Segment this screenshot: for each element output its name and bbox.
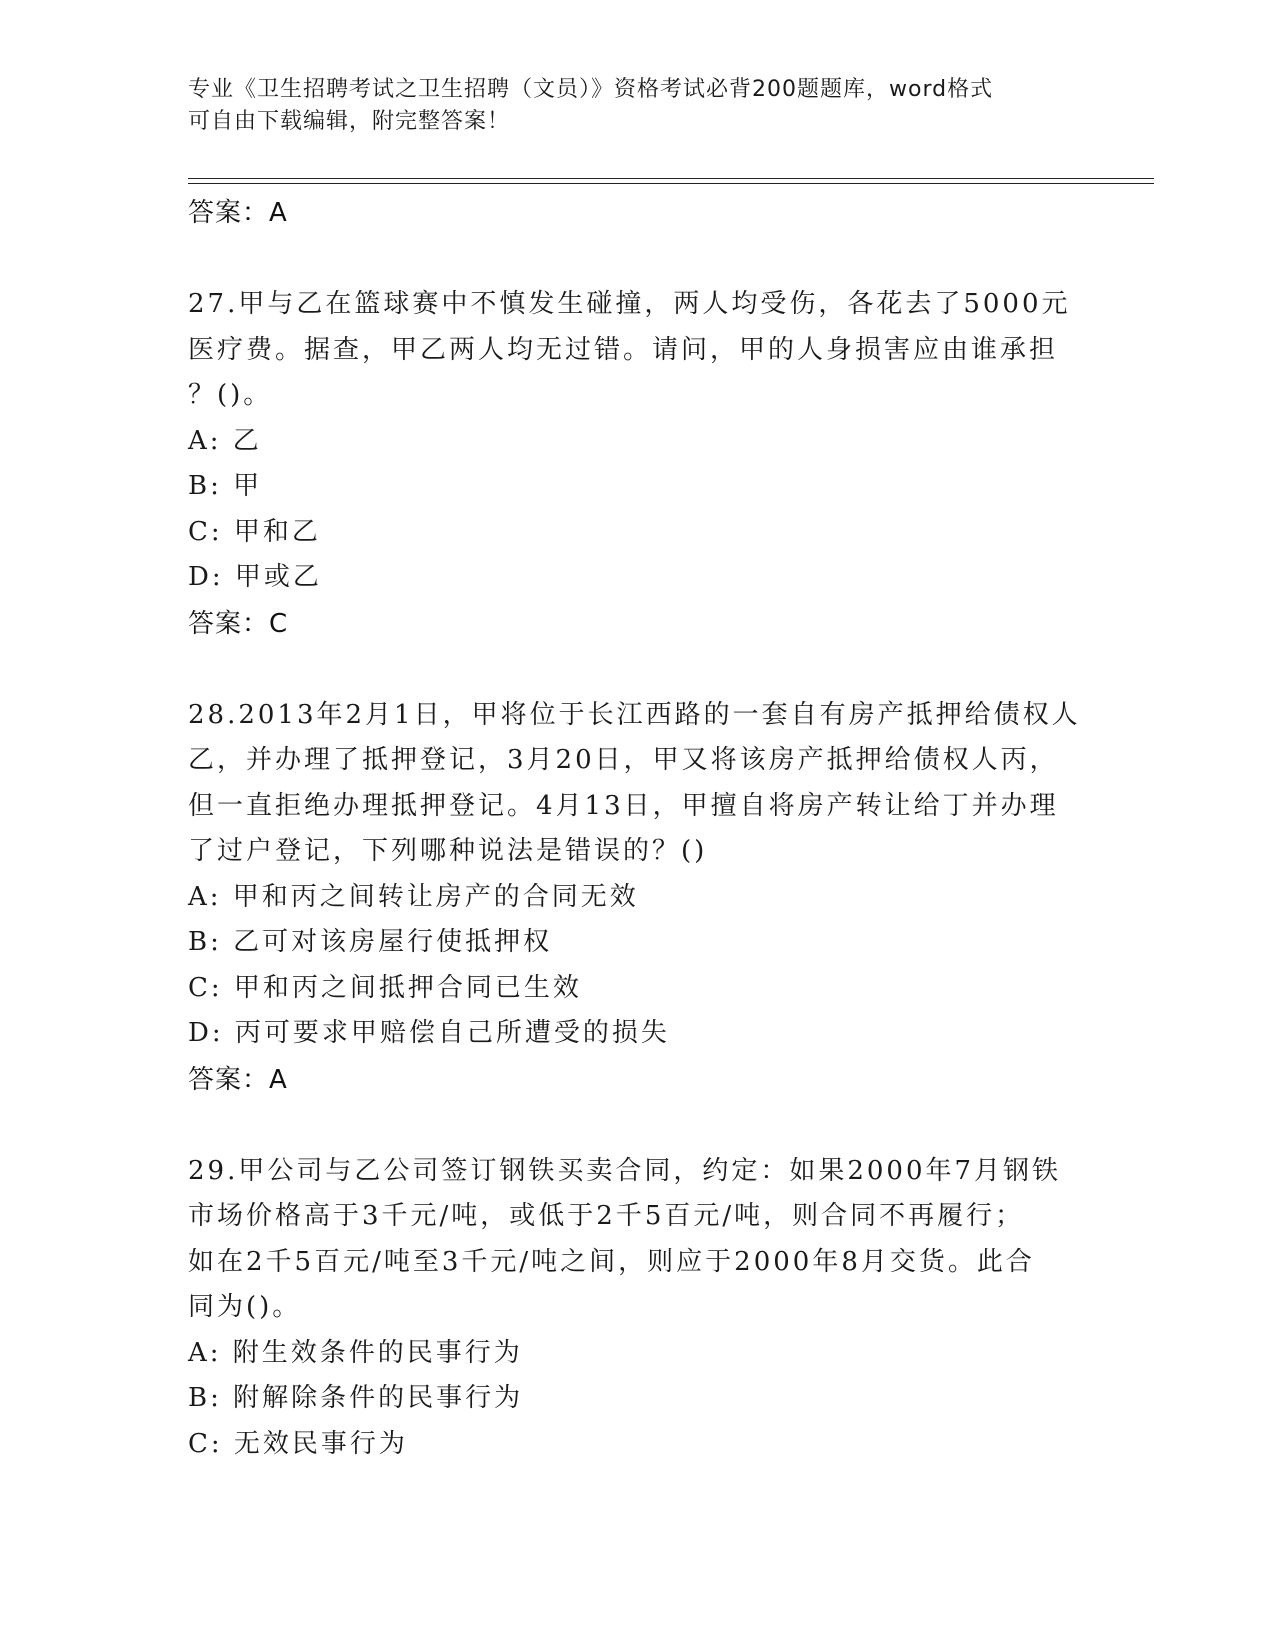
option-a: A: 附生效条件的民事行为	[188, 1337, 523, 1368]
question-stem-line: 如在2千5百元/吨至3千元/吨之间，则应于2000年8月交货。此合	[188, 1246, 1035, 1277]
question-27	[188, 282, 1088, 647]
option-d: D: 丙可要求甲赔偿自己所遭受的损失	[188, 1018, 670, 1048]
header-line-1: 专业《卫生招聘考试之卫生招聘（文员）》资格考试必背200题题库，word格式	[188, 77, 994, 102]
option-b: B: 附解除条件的民事行为	[188, 1383, 524, 1413]
question-stem-line: ？()。	[188, 380, 273, 410]
question-28	[188, 693, 1088, 1103]
question-stem-line: 医疗费。据查，甲乙两人均无过错。请问，甲的人身损害应由谁承担	[188, 334, 1059, 365]
answer-line: 答案：A	[188, 198, 288, 228]
option-b: B: 甲	[188, 471, 263, 501]
answer-line: 答案：C	[188, 608, 289, 639]
option-b: B: 乙可对该房屋行使抵押权	[188, 927, 553, 957]
option-a: A: 甲和丙之间转让房产的合同无效	[188, 881, 639, 912]
question-stem-line: 但一直拒绝办理抵押登记。4月13日，甲擅自将房产转让给丁并办理	[188, 790, 1059, 821]
header-line-2: 可自由下载编辑，附完整答案！	[188, 109, 511, 134]
question-stem-line: 乙，并办理了抵押登记，3月20日，甲又将该房产抵押给债权人丙，	[188, 745, 1059, 775]
header-double-rule	[188, 178, 1154, 184]
question-29	[188, 1149, 1088, 1468]
option-c: C: 无效民事行为	[188, 1428, 408, 1459]
option-d: D: 甲或乙	[188, 562, 322, 592]
option-c: C: 甲和乙	[188, 516, 321, 547]
question-stem-line: 28.2013年2月1日，甲将位于长江西路的一套自有房产抵押给债权人	[188, 699, 1081, 730]
question-stem-line: 同为()。	[188, 1292, 302, 1322]
question-stem-line: 市场价格高于3千元/吨，或低于2千5百元/吨，则合同不再履行；	[188, 1201, 1025, 1231]
document-header	[188, 74, 1068, 138]
option-c: C: 甲和丙之间抵押合同已生效	[188, 972, 582, 1003]
option-a: A: 乙	[188, 425, 262, 456]
question-stem-line: 27.甲与乙在篮球赛中不慎发生碰撞，两人均受伤，各花去了5000元	[188, 289, 1071, 319]
question-stem-line: 29.甲公司与乙公司签订钢铁买卖合同，约定：如果2000年7月钢铁	[188, 1155, 1062, 1186]
answer-line: 答案：A	[188, 1064, 288, 1095]
question-stem-line: 了过户登记，下列哪种说法是错误的？()	[188, 836, 708, 866]
document-body	[188, 190, 1088, 1467]
